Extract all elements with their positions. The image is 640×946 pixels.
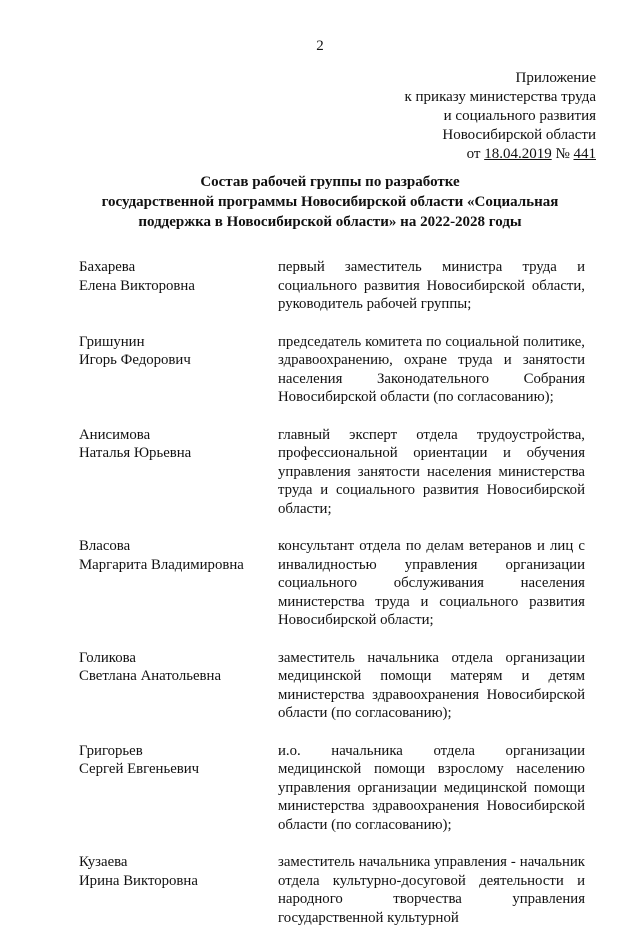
appendix-line: Приложение — [515, 70, 596, 86]
members-list — [79, 258, 585, 946]
title-line: Состав рабочей группы по разработке — [200, 174, 460, 190]
member-entry — [79, 333, 585, 407]
member-name — [79, 426, 278, 519]
member-entry — [79, 742, 585, 835]
member-given-names: Елена Викторовна — [79, 277, 195, 294]
order-date: 18.04.2019 — [484, 146, 552, 162]
member-given-names: Игорь Федорович — [79, 352, 191, 368]
order-date-line — [404, 145, 596, 164]
member-given-names: Светлана Анатольевна — [79, 668, 222, 684]
member-name — [79, 853, 278, 927]
member-role: главный эксперт отдела трудоустройства, профессиональной ориентации и обучения управления занятости населения министерства труда и социального развития Новосибирской области; — [278, 426, 585, 517]
member-given-names: Наталья Юрьевна — [79, 445, 192, 461]
number-prefix: № — [551, 146, 574, 162]
member-surname: Гришунин — [79, 333, 145, 350]
member-surname: Григорьев — [79, 742, 143, 759]
member-surname: Голикова — [79, 649, 136, 666]
member-given-names: Маргарита Владимировна — [79, 556, 244, 573]
member-entry — [79, 258, 585, 314]
appendix-line: Новосибирской области — [442, 127, 596, 143]
member-surname: Кузаева — [79, 854, 128, 870]
member-name — [79, 649, 278, 723]
member-role: заместитель начальника управления - начальник отдела культурно-досуговой деятельности и народного творчества управления государственной культурной — [278, 854, 585, 926]
member-role: заместитель начальника отдела организации медицинской помощи матерям и детям министерства здравоохранения Новосибирской области (по согласованию); — [278, 649, 585, 721]
member-name — [79, 742, 278, 835]
member-name — [79, 333, 278, 407]
member-entry — [79, 537, 585, 630]
member-given-names: Ирина Викторовна — [79, 872, 198, 889]
member-surname: Бахарева — [79, 259, 136, 275]
member-role: председатель комитета по социальной политике, здравоохранению, охране труда и занятости населения Законодательного Собрания Новосибирской области (по согласованию); — [278, 333, 585, 405]
member-role: и.о. начальника отдела организации медицинской помощи взрослому населению управления организации медицинской помощи министерства здравоохранения Новосибирской области (по согласованию); — [278, 742, 585, 833]
member-entry — [79, 853, 585, 927]
appendix-line: к приказу министерства труда — [404, 89, 596, 105]
member-entry — [79, 649, 585, 723]
member-surname: Анисимова — [79, 426, 151, 443]
appendix-line: и социального развития — [443, 108, 596, 124]
member-name — [79, 258, 278, 314]
member-surname: Власова — [79, 538, 131, 554]
member-role: первый заместитель министра труда и социального развития Новосибирской области, руководитель рабочей группы; — [278, 259, 585, 312]
appendix-block — [404, 69, 596, 164]
member-entry — [79, 426, 585, 519]
title-line: государственной программы Новосибирской области «Социальная — [101, 194, 559, 210]
date-prefix: от — [466, 146, 485, 162]
title-line: поддержка в Новосибирской области» на 2022-2028 годы — [138, 214, 522, 230]
member-given-names: Сергей Евгеньевич — [79, 761, 200, 777]
member-name — [79, 537, 278, 630]
member-role: консультант отдела по делам ветеранов и лиц с инвалидностью управления организации социального обслуживания населения министерства труда и социального развития Новосибирской области; — [278, 538, 585, 628]
document-title — [60, 172, 600, 232]
page-number: 2 — [316, 38, 324, 54]
order-number: 441 — [573, 146, 596, 162]
